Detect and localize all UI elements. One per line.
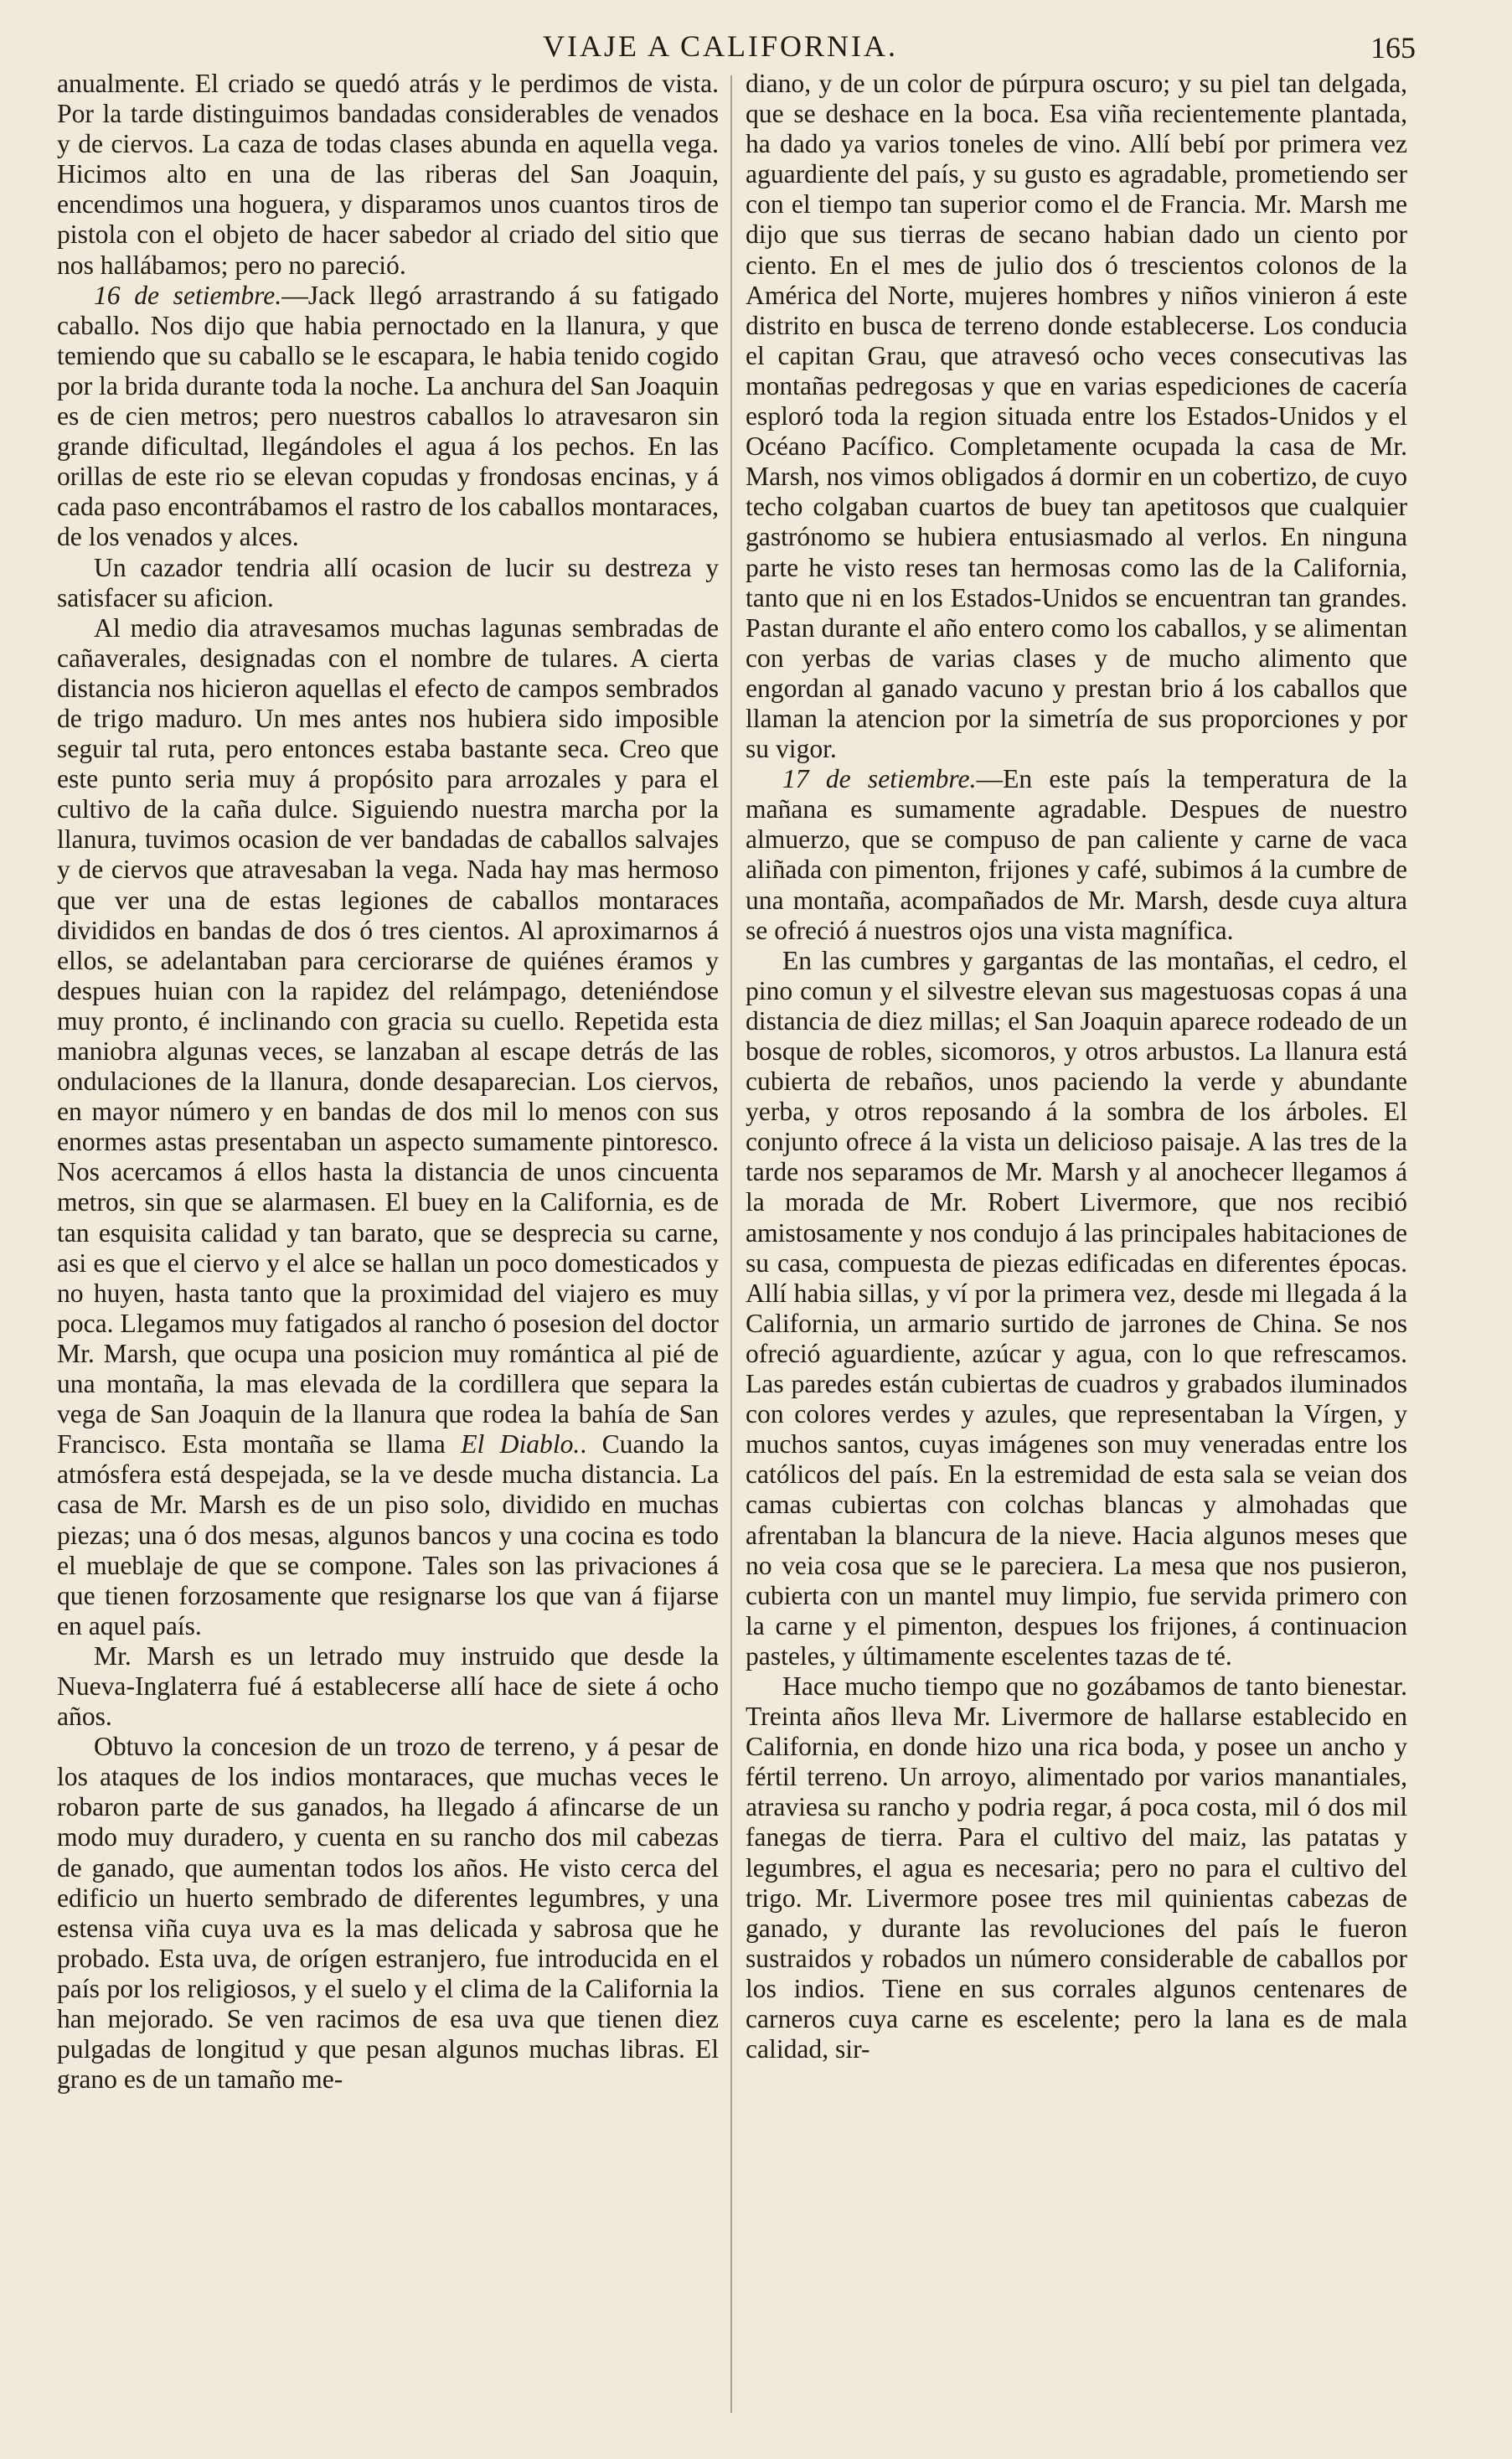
column-divider xyxy=(730,75,732,2413)
paragraph-text: Un cazador tendria allí ocasion de lucir su destreza y satisfacer su aficion. xyxy=(57,552,719,612)
paragraph xyxy=(57,613,719,1641)
page-header xyxy=(50,25,1416,67)
paragraph-text: . Cuando la atmósfera está despejada, se la ve desde mucha distancia. La casa de Mr. Marsh es de un piso solo, dividido en muchas piezas; una ó dos mesas, algunos bancos y una cocina es todo el mueblaje de que se compone. Tales son las privaciones á que tienen forzosamente que resignarse los que van á fijarse en aquel país. xyxy=(57,1429,719,1640)
paragraph xyxy=(57,553,719,613)
running-title: VIAJE A CALIFORNIA. xyxy=(542,29,898,63)
date-heading: 16 de setiembre. xyxy=(94,280,282,310)
paragraph-text: Obtuvo la concesion de un trozo de terreno, y á pesar de los ataques de los indios montaraces, que muchas veces le robaron parte de sus ganados, ha llegado á afincarse de un modo muy duradero, y cuenta en su rancho dos mil cabezas de ganado, que aumentan todos los años. He visto cerca del edificio un huerto sembrado de diferentes legumbres, y una estensa viña cuya uva es la mas delicada y sabrosa que he probado. Esta uva, de orígen estranjero, fue introducida en el país por los religiosos, y el suelo y el clima de la California la han mejorado. Se ven racimos de esa uva que tienen diez pulgadas de longitud y que pesan algunos muchas libras. El grano es de un tamaño me- xyxy=(57,1732,719,2095)
paragraph-text: anualmente. El criado se quedó atrás y le perdimos de vista. Por la tarde distinguimos bandadas considerables de venados y de ciervos. La caza de todas clases abunda en aquella vega. Hicimos alto en una de las riberas del San Joaquin, encendimos una hoguera, y disparamos unos cuantos tiros de pistola con el objeto de hacer sabedor al criado del sitio que nos hallábamos; pero no pareció. xyxy=(57,69,719,280)
paragraph xyxy=(57,1641,719,1732)
paragraph xyxy=(57,69,719,281)
paragraph-text: En las cumbres y gargantas de las montañas, el cedro, el pino comun y el silvestre elevan sus magestuosas copas á una distancia de diez millas; el San Joaquin aparece rodeado de un bosque de robles, sicomoros, y otros arbustos. La llanura está cubierta de rebaños, unos paciendo la verde y abundante yerba, y otros reposando á la sombra de los árboles. El conjunto ofrece á la vista un delicioso paisaje. A las tres de la tarde nos separamos de Mr. Marsh y al anochecer llegamos á la morada de Mr. Robert Livermore, que nos recibió amistosamente y nos condujo á las principales habitaciones de su casa, compuesta de piezas edificadas en diferentes épocas. Allí habia sillas, y ví por la primera vez, desde mi llegada á la California, un armario surtido de jarrones de China. Se nos ofreció aguardiente, azúcar y agua, con lo que refrescamos. Las paredes están cubiertas de cuadros y grabados iluminados con colores verdes y azules, que representaban la Vírgen, y muchos santos, cuyas imágenes son muy veneradas entre los católicos del país. En la estremidad de esta sala se veian dos camas cubiertas con colchas blancas y almohadas que afrentaban la blancura de la nieve. Hacia algunos meses que no veia cosa que se le pareciera. La mesa que nos pusieron, cubierta con un mantel muy limpio, fue servida primero con la carne y el pimenton, despues los frijones, á continuacion pasteles, y últimamente escelentes tazas de té. xyxy=(746,945,1407,1671)
italic-name: El Diablo. xyxy=(461,1429,581,1459)
paragraph xyxy=(746,69,1407,764)
paragraph-text: —En este país la temperatura de la mañana es sumamente agradable. Despues de nuestro almuerzo, que se compuso de pan caliente y carne de vaca aliñada con pimenton, frijones y café, subimos á la cumbre de una montaña, acompañados de Mr. Marsh, desde cuya altura se ofreció á nuestros ojos una vista magnífica. xyxy=(746,764,1407,945)
paragraph-text: Al medio dia atravesamos muchas lagunas sembradas de cañaverales, designadas con el nombre de tulares. A cierta distancia nos hicieron aquellas el efecto de campos sembrados de trigo maduro. Un mes antes nos hubiera sido imposible seguir tal ruta, pero entonces estaba bastante seca. Creo que este punto seria muy á propósito para arrozales y para el cultivo de la caña dulce. Siguiendo nuestra marcha por la llanura, tuvimos ocasion de ver bandadas de caballos salvajes y de ciervos que atravesaban la vega. Nada hay mas hermoso que ver una de estas legiones de caballos montaraces divididos en bandas de dos ó tres cientos. Al aproximarnos á ellos, se adelantaban para cerciorarse de quiénes éramos y despues huian con la rapidez del relámpago, deteniéndose muy pronto, é inclinando con gracia su cuello. Repetida esta maniobra algunas veces, se lanzaban al escape detrás de las ondulaciones de la llanura, donde desaparecian. Los ciervos, en mayor número y en bandas de dos mil lo menos con sus enormes astas presentaban un aspecto sumamente pintoresco. Nos acercamos á ellos hasta la distancia de unos cincuenta metros, sin que se alarmasen. El buey en la California, es de tan esquisita calidad y tan barato, que se desprecia su carne, asi es que el ciervo y el alce se hallan un poco domesticados y no huyen, hasta tanto que la proximidad del viajero es muy poca. Llegamos muy fatigados al rancho ó posesion del doctor Mr. Marsh, que ocupa una posicion muy romántica al pié de una montaña, la mas elevada de la cordillera que separa la vega de San Joaquin de la llanura que rodea la bahía de San Francisco. Esta montaña se llama xyxy=(57,612,719,1459)
right-column xyxy=(746,69,1407,2423)
date-heading: 17 de setiembre. xyxy=(782,764,977,794)
paragraph xyxy=(746,764,1407,946)
paragraph-text: —Jack llegó arrastrando á su fatigado caballo. Nos dijo que habia pernoctado en la llanura, y que temiendo que su caballo se le escapara, le habia tenido cogido por la brida durante toda la noche. La anchura del San Joaquin es de cien metros; pero nuestros caballos lo atravesaron sin grande dificultad, llegándoles el agua á los pechos. En las orillas de este rio se elevan copudas y frondosas encinas, y á cada paso encontrábamos el rastro de los caballos montaraces, de los venados y alces. xyxy=(57,280,719,552)
paragraph xyxy=(57,281,719,553)
paragraph xyxy=(746,1671,1407,2064)
paragraph-text: diano, y de un color de púrpura oscuro; y su piel tan delgada, que se deshace en la boca. Esa viña recientemente plantada, ha dado ya varios toneles de vino. Allí bebí por primera vez aguardiente del país, y su gusto es agradable, prometiendo ser con el tiempo tan superior como el de Francia. Mr. Marsh me dijo que sus tierras de secano habian dado un ciento por ciento. En el mes de julio dos ó trescientos colonos de la América del Norte, mujeres hombres y niños vinieron á este distrito en busca de terreno donde establecerse. Los conducia el capitan Grau, que atravesó ocho veces consecutivas las montañas pedregosas y que en varias espediciones de cacería esploró toda la region situada entre los Estados-Unidos y el Océano Pacífico. Completamente ocupada la casa de Mr. Marsh, nos vimos obligados á dormir en un cobertizo, de cuyo techo colgaban cuartos de buey tan apetitosos que cualquier gastrónomo se hubiera entusiasmado al verlos. En ninguna parte he visto reses tan hermosas como las de la California, tanto que ni en los Estados-Unidos se encuentran tan grandes. Pastan durante el año entero como los caballos, y se alimentan con yerbas de varias clases y de mucho alimento que engordan al ganado vacuno y prestan brio á los caballos que llaman la atencion por la simetría de sus proporciones y por su vigor. xyxy=(746,69,1407,764)
page-number: 165 xyxy=(1370,31,1416,65)
left-column xyxy=(57,69,719,2423)
paragraph-text: Hace mucho tiempo que no gozábamos de tanto bienestar. Treinta años lleva Mr. Livermore de hallarse establecido en California, en donde hizo una rica boda, y posee un ancho y fértil terreno. Un arroyo, alimentado por varios manantiales, atraviesa su rancho y podria regar, á poca costa, mil ó dos mil fanegas de tierra. Para el cultivo del maiz, las patatas y legumbres, el agua es necesaria; pero no para el cultivo del trigo. Mr. Livermore posee tres mil quinientas cabezas de ganado, y durante las revoluciones del país le fueron sustraidos y robados un número considerable de caballos por los indios. Tiene en sus corrales algunos centenares de carneros cuya carne es escelente; pero la lana es de mala calidad, sir- xyxy=(746,1671,1407,2064)
paragraph xyxy=(746,946,1407,1671)
paragraph-text: Mr. Marsh es un letrado muy instruido que desde la Nueva-Inglaterra fué á establecerse allí hace de siete á ocho años. xyxy=(57,1640,719,1732)
paragraph xyxy=(57,1732,719,2095)
